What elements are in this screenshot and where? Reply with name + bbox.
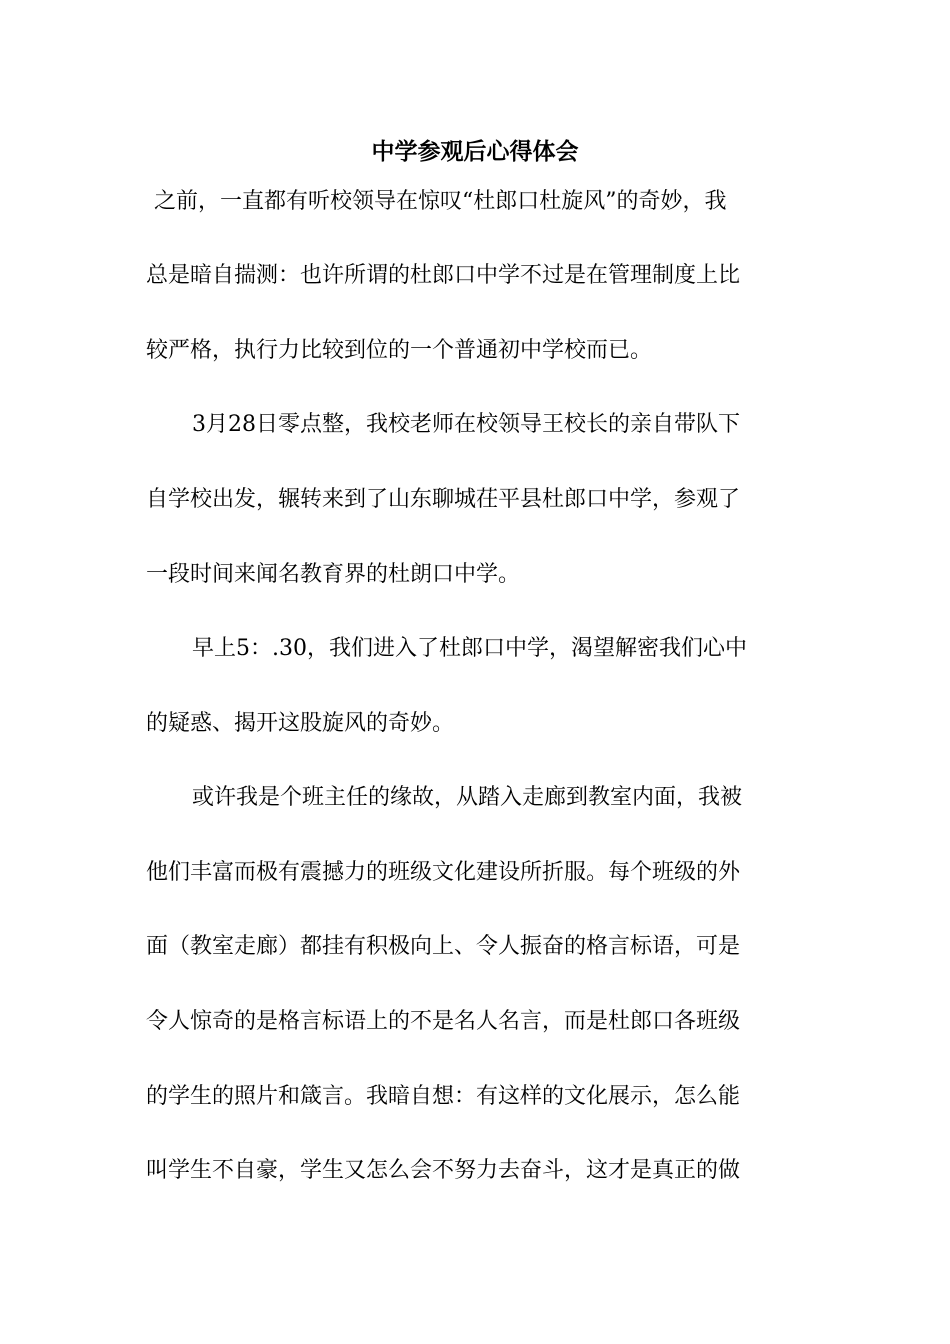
paragraph-line: 的学生的照片和箴言。我暗自想：有这样的文化展示，怎么能 [146,1084,741,1109]
paragraph-line: 叫学生不自豪，学生又怎么会不努力去奋斗，这才是真正的做 [146,1158,741,1183]
paragraph-line: 一段时间来闻名教育界的杜朗口中学。 [146,562,521,587]
document-title: 中学参观后心得体会 [371,138,579,165]
paragraph-line: 面（教室走廊）都挂有积极向上、令人振奋的格言标语，可是 [146,934,741,959]
paragraph-line: 他们丰富而极有震撼力的班级文化建设所折服。每个班级的外 [146,860,741,885]
paragraph-line: 令人惊奇的是格言标语上的不是名人名言，而是杜郎口各班级 [146,1009,741,1034]
paragraph-line: 3月28日零点整，我校老师在校领导王校长的亲自带队下 [192,412,740,437]
paragraph-line: 总是暗自揣测：也许所谓的杜郎口中学不过是在管理制度上比 [146,263,741,288]
paragraph-line: 的疑惑、揭开这股旋风的奇妙。 [146,711,455,736]
paragraph-line: 自学校出发，辗转来到了山东聊城茌平县杜郎口中学，参观了 [146,487,741,512]
paragraph-line: 或许我是个班主任的缘故，从踏入走廊到教室内面，我被 [192,785,743,810]
paragraph-line: 较严格，执行力比较到位的一个普通初中学校而已。 [146,338,653,363]
paragraph-line: 之前，一直都有听校领导在惊叹“杜郎口杜旋风”的奇妙，我 [154,189,727,214]
paragraph-line: 早上5：.30，我们进入了杜郎口中学，渴望解密我们心中 [192,636,747,661]
